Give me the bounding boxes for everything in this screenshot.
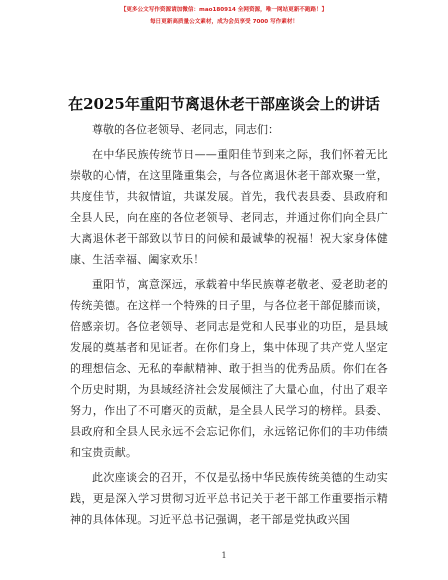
page-number: 1 — [221, 551, 227, 560]
paragraph-3: 此次座谈会的召开，不仅是弘扬中华民族传统美德的生动实践，更是深入学习贯彻习近平总书记关于老干部工作重要指示精神的具体体现。习近平总书记强调，老干部是党执政兴国 — [70, 471, 388, 526]
document-title: 在2025年重阳节离退休老干部座谈会上的讲话 — [68, 95, 380, 113]
paragraph-1: 在中华民族传统节日——重阳佳节到来之际，我们怀着无比崇敬的心情，在这里隆重集会，与各位离退休老干部欢聚一堂，共度佳节，共叙情谊，共谋发展。首先，我代表县委、县政府和全县人民，向在座的各位老领导、老同志，并通过你们向全县广大离退休老干部致以节日的问候和最诚挚的祝福！祝大家身体健康、生活幸福、阖家欢乐！ — [70, 148, 388, 266]
salutation: 尊敬的各位老领导、老同志，同志们： — [92, 123, 279, 136]
document-body — [70, 119, 388, 534]
paragraph-2: 重阳节，寓意深远，承载着中华民族尊老敬老、爱老助老的传统美德。在这样一个特殊的日子里，与各位老干部促膝而谈，倍感亲切。各位老领导、老同志是党和人民事业的功臣，是县域发展的奠基者和见证者。在你们身上，集中体现了共产党人坚定的理想信念、无私的奉献精神、敢于担当的优秀品质。你们在各个历史时期，为县域经济社会发展倾注了大量心血，付出了艰辛努力，作出了不可磨灭的贡献，是全县人民学习的榜样。县委、县政府和全县人民永远不会忘记你们，永远铭记你们的丰功伟绩和宝贵贡献。 — [70, 278, 388, 459]
promo-banner-line-1: 【更多公文写作资源请加微信：mao180914 全网资源，唯一网站更新不跑路！】 — [120, 7, 328, 13]
promo-banner-line-2: 每日更新高质量公文素材，成为会员享受 7000 写作素材！ — [149, 19, 299, 25]
